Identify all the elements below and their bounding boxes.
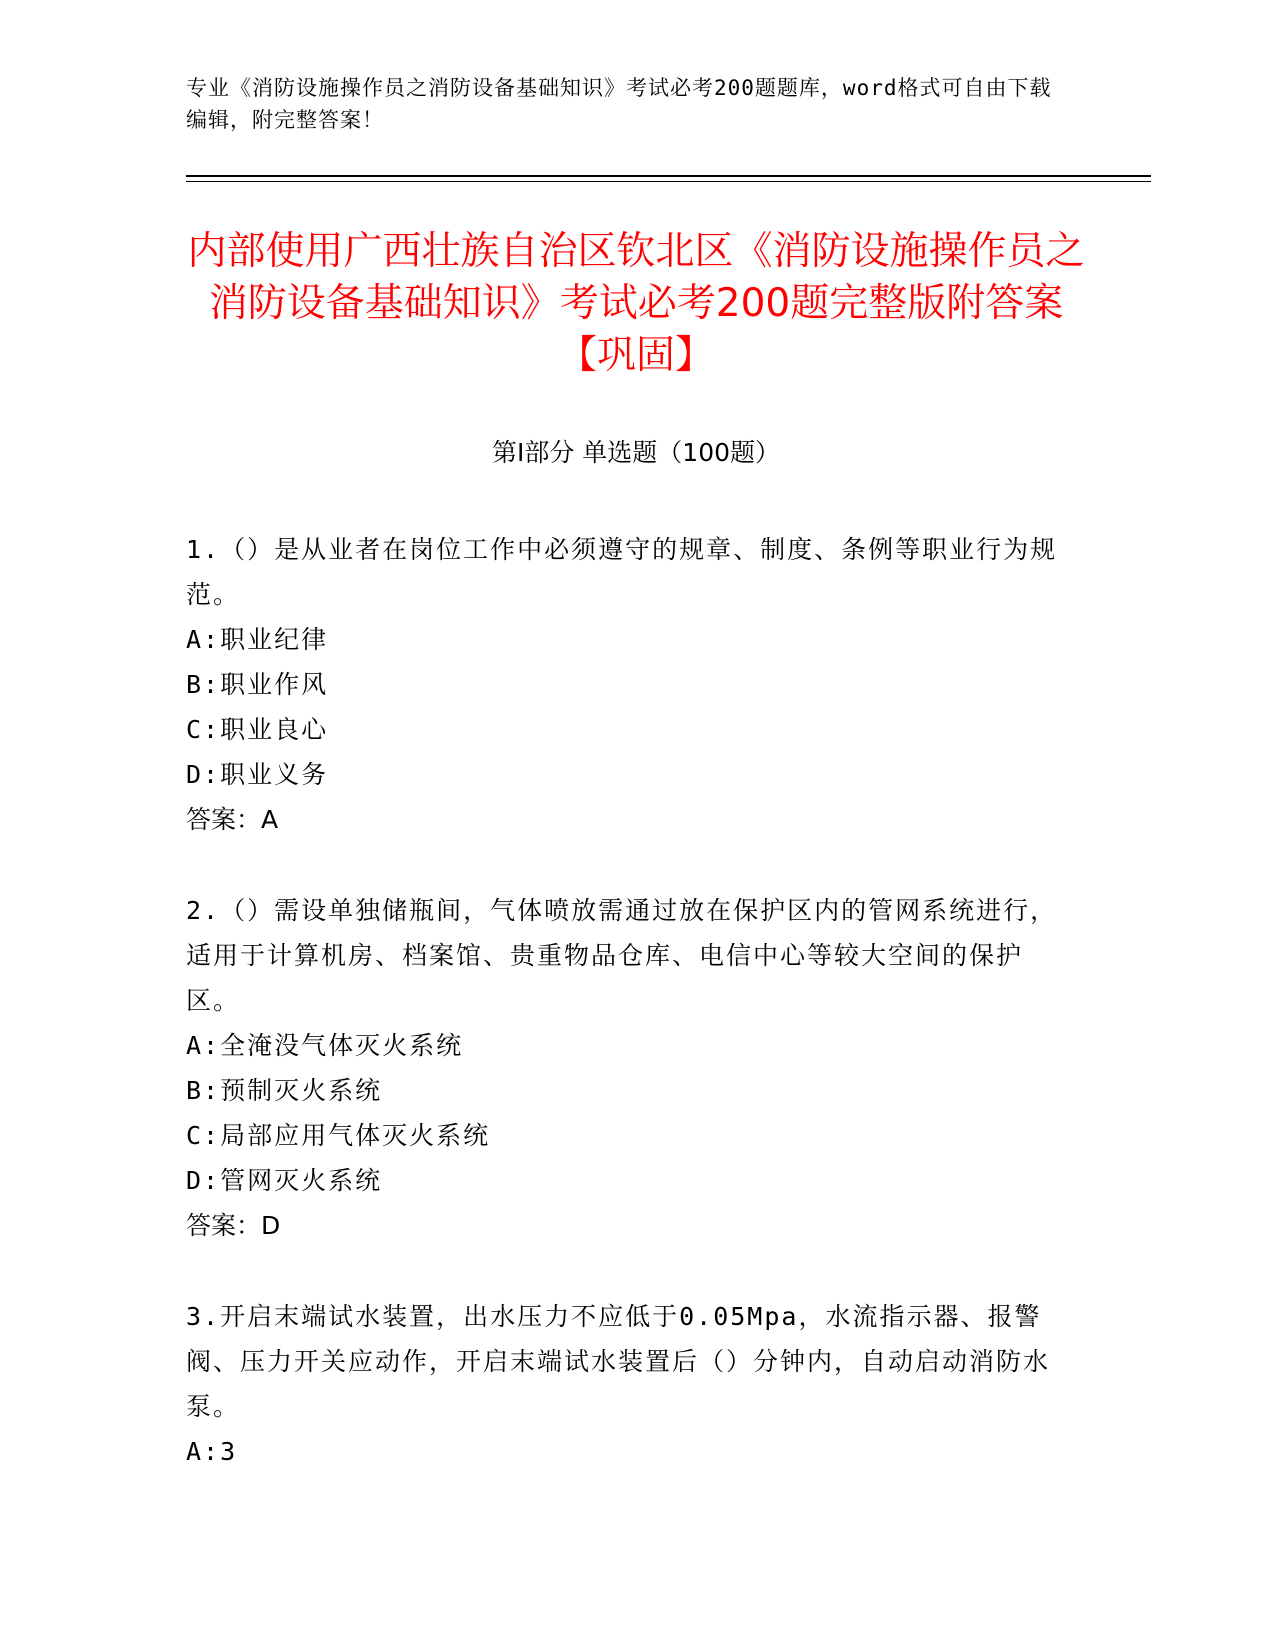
header-divider-thick xyxy=(186,175,1151,177)
option-c: C:职业良心 xyxy=(186,715,329,744)
question-2 xyxy=(186,888,1066,1248)
option-d: D:管网灭火系统 xyxy=(186,1166,383,1195)
option-a: A:3 xyxy=(186,1437,238,1466)
question-stem: 2.（）需设单独储瓶间，气体喷放需通过放在保护区内的管网系统进行，适用于计算机房、档案馆、贵重物品仓库、电信中心等较大空间的保护区。 xyxy=(186,896,1058,1015)
question-list xyxy=(186,527,1066,1520)
option-a: A:职业纪律 xyxy=(186,625,329,654)
document-title: 内部使用广西壮族自治区钦北区《消防设施操作员之消防设备基础知识》考试必考200题完整版附答案【巩固】 xyxy=(187,229,1085,378)
question-stem: 1.（）是从业者在岗位工作中必须遵守的规章、制度、条例等职业行为规范。 xyxy=(186,535,1058,609)
question-stem: 3.开启末端试水装置，出水压力不应低于0.05Mpa，水流指示器、报警阀、压力开关应动作，开启末端试水装置后（）分钟内，自动启动消防水泵。 xyxy=(186,1302,1051,1421)
answer: 答案：A xyxy=(186,805,279,834)
question-1 xyxy=(186,527,1066,842)
section-title: 第I部分 单选题（100题） xyxy=(491,438,781,467)
answer: 答案：D xyxy=(186,1211,281,1240)
option-a: A:全淹没气体灭火系统 xyxy=(186,1031,464,1060)
option-b: B:职业作风 xyxy=(186,670,329,699)
header-divider-thin xyxy=(186,181,1151,182)
option-c: C:局部应用气体灭火系统 xyxy=(186,1121,491,1150)
option-b: B:预制灭火系统 xyxy=(186,1076,383,1105)
option-d: D:职业义务 xyxy=(186,760,329,789)
header-note: 专业《消防设施操作员之消防设备基础知识》考试必考200题题库，word格式可自由下载编辑，附完整答案！ xyxy=(186,76,1052,132)
question-3 xyxy=(186,1294,1066,1474)
